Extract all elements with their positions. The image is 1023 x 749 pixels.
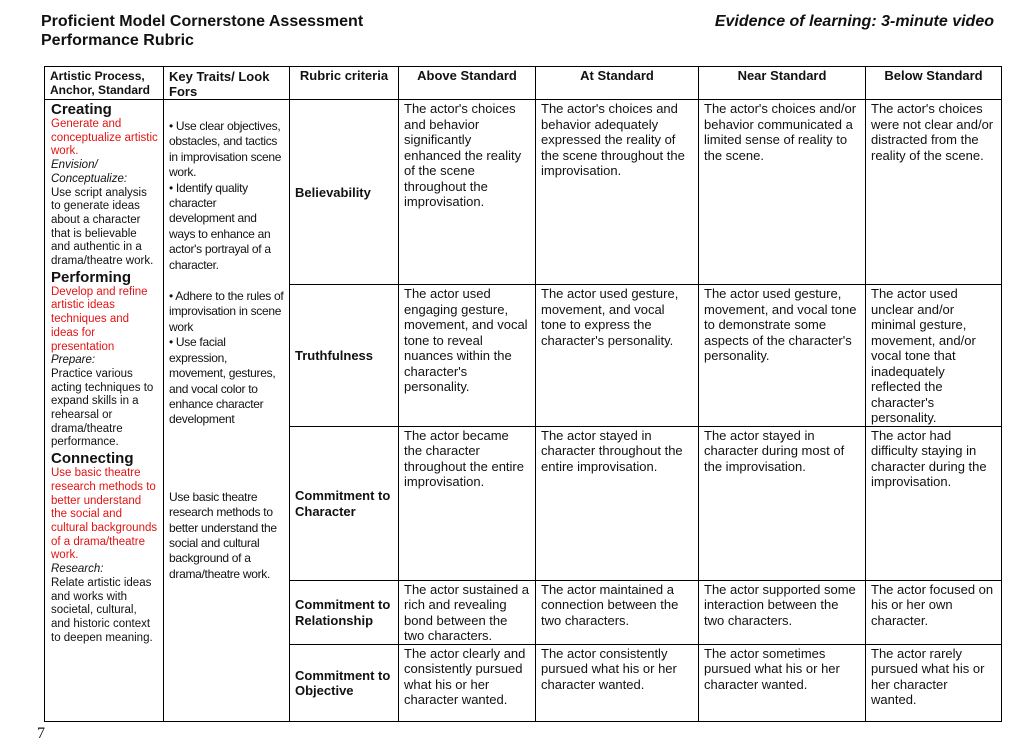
col-header-near: Near Standard — [699, 67, 866, 100]
key-trait-item: • Identify quality character development and ways to enhance an actor's portrayal of a character. — [169, 180, 271, 272]
col-header-below: Below Standard — [866, 67, 1002, 100]
header-row — [45, 67, 1002, 100]
connecting-anchor: Use basic theatre research methods to better understand the social and cultural backgrounds of a drama/theatre work. — [51, 467, 158, 562]
cell-near: The actor stayed in character during most of the improvisation. — [699, 426, 866, 580]
criteria-believability: Believability — [290, 100, 399, 285]
cell-above: The actor became the character throughout the entire improvisation. — [399, 426, 536, 580]
cell-below: The actor's choices were not clear and/or distracted from the reality of the scene. — [866, 100, 1002, 285]
key-trait-item: • Adhere to the rules of improvisation in scene work — [169, 289, 284, 334]
criteria-commitment-character: Commitment to Character — [290, 426, 399, 580]
cell-above: The actor sustained a rich and revealing bond between the two characters. — [399, 580, 536, 644]
cell-above: The actor used engaging gesture, movement, and vocal tone to reveal nuances within the character's personality. — [399, 285, 536, 427]
cell-below: The actor had difficulty staying in character during the improvisation. — [866, 426, 1002, 580]
page-number: 7 — [37, 725, 45, 742]
col-header-at: At Standard — [536, 67, 699, 100]
criteria-commitment-objective: Commitment to Objective — [290, 644, 399, 721]
cell-above: The actor clearly and consistently pursued what his or her character wanted. — [399, 644, 536, 721]
artistic-process-cell — [45, 100, 164, 722]
creating-heading: Creating — [51, 101, 112, 118]
document-title — [41, 12, 363, 50]
performing-body: Practice various acting techniques to expand skills in a rehearsal or drama/theatre performance. — [51, 367, 154, 449]
cell-at: The actor used gesture, movement, and vocal tone to express the character's personality. — [536, 285, 699, 427]
connecting-body: Relate artistic ideas and works with societal, cultural, and historic context to deepen meaning. — [51, 576, 153, 644]
key-trait-item: • Use clear objectives, obstacles, and tactics in improvisation scene work. — [169, 119, 282, 180]
cell-at: The actor maintained a connection between the two characters. — [536, 580, 699, 644]
key-traits-cell — [164, 100, 290, 722]
criteria-truthfulness: Truthfulness — [290, 285, 399, 427]
cell-near: The actor sometimes pursued what his or her character wanted. — [699, 644, 866, 721]
cell-at: The actor consistently pursued what his or her character wanted. — [536, 644, 699, 721]
col-header-key-traits: Key Traits/ Look Fors — [164, 67, 290, 100]
cell-at: The actor stayed in character throughout the entire improvisation. — [536, 426, 699, 580]
col-header-criteria: Rubric criteria — [290, 67, 399, 100]
cell-at: The actor's choices and behavior adequately expressed the reality of the scene throughout the improvisation. — [536, 100, 699, 285]
cell-below: The actor rarely pursued what his or her character wanted. — [866, 644, 1002, 721]
title-line-1: Proficient Model Cornerstone Assessment — [41, 13, 364, 30]
creating-body: Use script analysis to generate ideas about a character that is believable and authentic in a drama/theatre work. — [51, 186, 154, 268]
evidence-of-learning: Evidence of learning: 3-minute video — [714, 13, 994, 30]
key-trait-item: • Use facial expression, movement, gestures, and vocal color to enhance character development — [169, 335, 276, 427]
col-header-artistic: Artistic Process, Anchor, Standard — [45, 67, 164, 100]
cell-above: The actor's choices and behavior significantly enhanced the reality of the scene throughout the improvisation. — [399, 100, 536, 285]
creating-anchor: Generate and conceptualize artistic work. — [51, 118, 158, 158]
cell-below: The actor used unclear and/or minimal gesture, movement, and/or vocal tone that inadequately reflected the character's personality. — [866, 285, 1002, 427]
connecting-label: Research: — [51, 563, 104, 576]
table-row — [45, 100, 1002, 285]
cell-near: The actor's choices and/or behavior communicated a limited sense of reality to the scene. — [699, 100, 866, 285]
key-trait-item: Use basic theatre research methods to better understand the social and cultural background of a drama/theatre work. — [169, 489, 277, 581]
performing-heading: Performing — [51, 268, 132, 286]
cell-near: The actor supported some interaction between the two characters. — [699, 580, 866, 644]
cell-near: The actor used gesture, movement, and vocal tone to demonstrate some aspects of the character's personality. — [699, 285, 866, 427]
creating-label: Envision/ Conceptualize: — [51, 159, 128, 185]
criteria-commitment-relationship: Commitment to Relationship — [290, 580, 399, 644]
performing-anchor: Develop and refine artistic ideas techniques and ideas for presentation — [51, 285, 148, 353]
title-line-2: Performance Rubric — [41, 32, 194, 49]
rubric-table — [44, 66, 1002, 722]
cell-below: The actor focused on his or her own character. — [866, 580, 1002, 644]
connecting-heading: Connecting — [51, 450, 134, 468]
col-header-above: Above Standard — [399, 67, 536, 100]
performing-label: Prepare: — [51, 354, 96, 367]
